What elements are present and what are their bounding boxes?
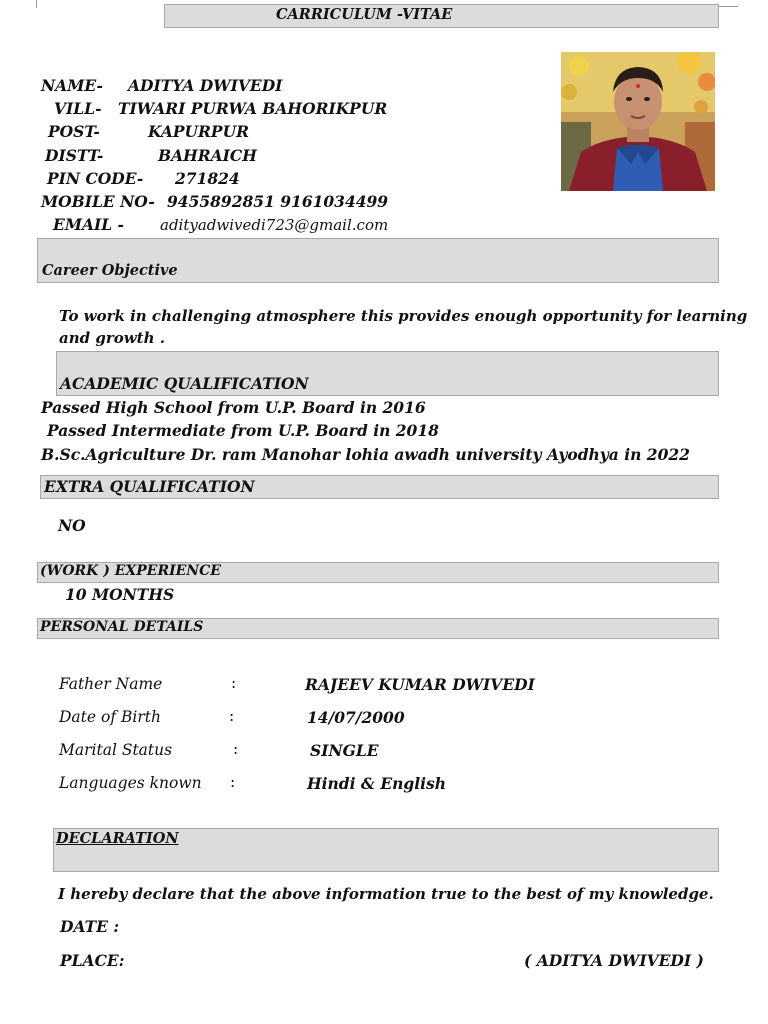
profile-photo [561,52,715,191]
academic-item-3: B.Sc.Agriculture Dr. ram Manohar lohia awadh university Ayodhya in 2022 [41,445,690,464]
extra-qualification-heading: EXTRA QUALIFICATION [44,477,255,496]
declaration-signature: ( ADITYA DWIVEDI ) [524,951,704,970]
personal-value-dob: 14/07/2000 [307,708,405,727]
contact-label-email: EMAIL - [53,215,124,234]
career-objective-heading: Career Objective [42,262,178,279]
document-title: CARRICULUM -VITAE [276,6,453,23]
career-objective-text-line1: To work in challenging atmosphere this provides enough opportunity for learning [59,307,748,325]
declaration-place-label: PLACE: [60,951,125,970]
personal-value-marital: SINGLE [310,741,379,760]
career-objective-text-line2: and growth . [59,329,165,347]
personal-value-languages: Hindi & English [307,774,447,793]
contact-label-vill: VILL- [54,99,102,118]
declaration-date-label: DATE : [60,917,120,936]
academic-item-2: Passed Intermediate from U.P. Board in 2018 [47,421,439,440]
personal-label-languages: Languages known [59,774,202,792]
experience-heading: (WORK ) EXPERIENCE [40,563,221,579]
profile-photo-drawing [561,52,715,191]
contact-value-vill: TIWARI PURWA BAHORIKPUR [118,99,388,118]
experience-value: 10 MONTHS [65,585,175,604]
academic-item-1: Passed High School from U.P. Board in 2016 [41,398,426,417]
personal-sep-father: : [231,674,237,692]
contact-label-pin: PIN CODE- [47,169,144,188]
contact-label-mobile: MOBILE NO- [41,192,155,211]
personal-value-father: RAJEEV KUMAR DWIVEDI [305,675,535,694]
extra-qualification-value: NO [58,516,86,535]
contact-value-email: adityadwivedi723@gmail.com [160,216,389,234]
contact-label-post: POST- [48,122,100,141]
declaration-heading: DECLARATION [56,830,179,847]
personal-sep-languages: : [230,773,236,791]
crop-mark-left [36,0,37,8]
personal-details-heading: PERSONAL DETAILS [40,619,204,635]
contact-label-distt: DISTT- [45,146,104,165]
academic-heading: ACADEMIC QUALIFICATION [60,374,309,393]
contact-label-name: NAME- [41,76,103,95]
contact-value-mobile: 9455892851 9161034499 [167,192,389,211]
contact-value-post: KAPURPUR [148,122,249,141]
declaration-text: I hereby declare that the above information true to the best of my knowledge. [58,885,714,903]
crop-mark-right [716,6,738,7]
contact-value-distt: BAHRAICH [158,146,257,165]
personal-label-dob: Date of Birth [59,708,161,726]
personal-sep-marital: : [233,740,239,758]
contact-value-pin: 271824 [175,169,240,188]
personal-sep-dob: : [229,707,235,725]
contact-value-name: ADITYA DWIVEDI [128,76,283,95]
personal-label-father: Father Name [59,675,163,693]
personal-label-marital: Marital Status [59,741,173,759]
